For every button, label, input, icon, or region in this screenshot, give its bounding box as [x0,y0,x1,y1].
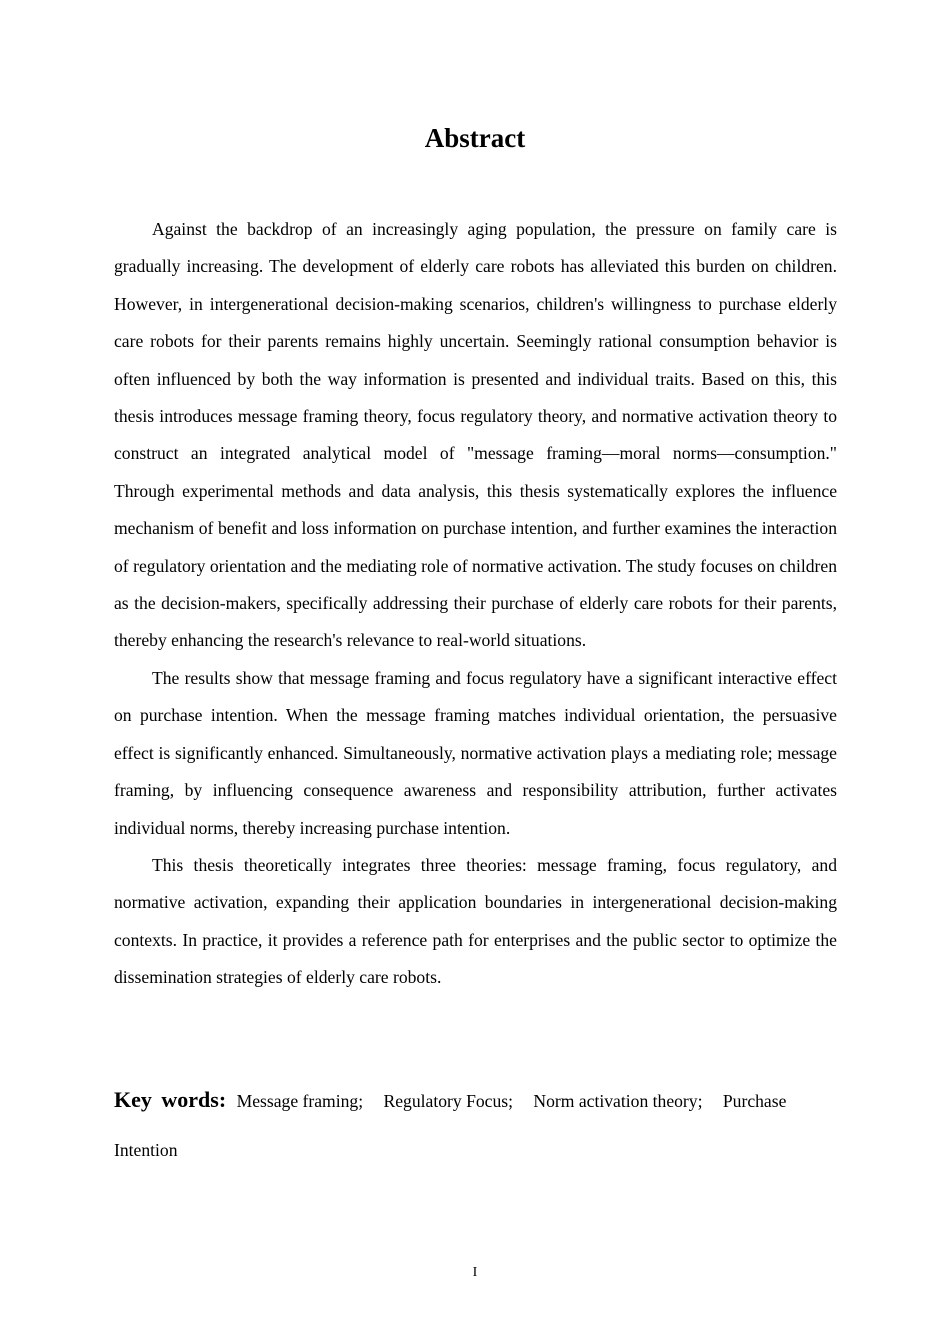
keyword-item: Regulatory Focus; [383,1091,514,1111]
keyword-item: Purchase Intention [114,1091,787,1160]
keywords-label: Key words: [114,1087,227,1112]
page-number: I [472,1265,478,1280]
keyword-item: Message framing; [236,1091,364,1111]
abstract-body [114,211,837,997]
keywords-line [114,1075,837,1175]
keyword-item: Norm activation theory; [533,1091,703,1111]
abstract-paragraph-3: This thesis theoretically integrates three theories: message framing, focus regulatory, and normative activation, expanding their application boundaries in intergenerational decision-making contexts. In practice, it provides a reference path for enterprises and the public sector to optimize the dissemination strategies of elderly care robots. [114,854,837,988]
page-title: Abstract [424,123,526,153]
abstract-paragraph-2: The results show that message framing and focus regulatory have a significant interactive effect on purchase intention. When the message framing matches individual orientation, the persuasive effect is significantly enhanced. Simultaneously, normative activation plays a mediating role; message framing, by influencing consequence awareness and responsibility attribution, further activates individual norms, thereby increasing purchase intention. [114,667,837,838]
abstract-paragraph-1: Against the backdrop of an increasingly aging population, the pressure on family care is gradually increasing. The development of elderly care robots has alleviated this burden on children. However, in intergenerational decision-making scenarios, children's willingness to purchase elderly care robots for their parents remains highly uncertain. Seemingly rational consumption behavior is often influenced by both the way information is presented and individual traits. Based on this, this thesis introduces message framing theory, focus regulatory theory, and normative activation theory to construct an integrated analytical model of "message framing—moral norms—consumption." Through experimental methods and data analysis, this thesis systematically explores the influence mechanism of benefit and loss information on purchase intention, and further examines the interaction of regulatory orientation and the mediating role of normative activation. The study focuses on children as the decision-makers, specifically addressing their purchase of elderly care robots for their parents, thereby enhancing the research's relevance to real-world situations. [114,219,837,651]
